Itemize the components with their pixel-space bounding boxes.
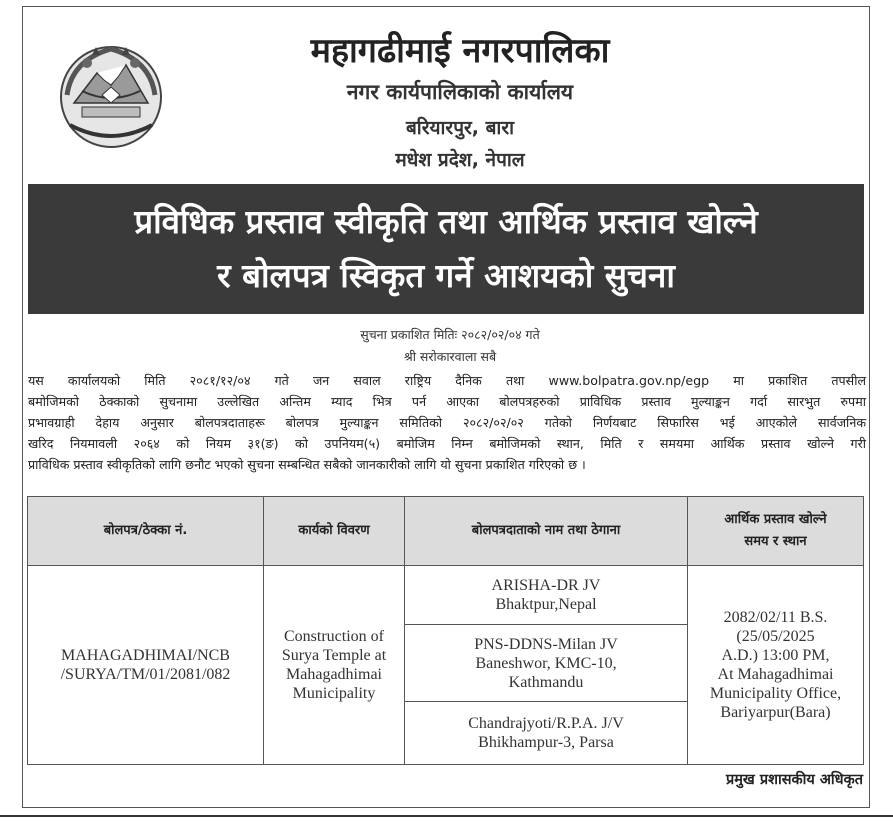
nepal-government-emblem-icon [52, 35, 170, 153]
opening-line: At Mahagadhimai [717, 666, 834, 683]
signatory-title: प्रमुख प्रशासकीय अधिकृत [726, 772, 863, 788]
notice-title-line-2: र बोलपत्र स्विकृत गर्ने आशयको सुचना [217, 256, 675, 295]
notice-body-line: यस कार्यालयको मिति २०८१/१२/०४ गते जन सवाल राष्ट्रिय दैनिक तथा www.bolpatra.gov.np/egp मा प्रकाशित तपसील [28, 373, 866, 388]
bidder-entry [405, 702, 687, 764]
header-opening-line-2: समय र स्थान [744, 534, 807, 549]
bidder-cell [405, 566, 688, 765]
bidder-address-2: Kathmandu [508, 673, 584, 691]
work-description-cell [264, 566, 405, 765]
address-line-2: मधेश प्रदेश, नेपाल [395, 149, 525, 171]
contract-no-line-1: MAHAGADHIMAI/NCB [61, 647, 230, 664]
opening-time-place-cell [688, 566, 864, 765]
contract-no-cell [28, 566, 264, 765]
contract-no-line-2: /SURYA/TM/01/2081/082 [60, 666, 231, 683]
work-line: Mahagadhimai [286, 666, 382, 683]
bidder-name: ARISHA-DR JV [491, 577, 601, 594]
notice-title-banner [28, 184, 864, 314]
table-row [28, 566, 864, 765]
salutation: श्री सरोकारवाला सबै [403, 349, 497, 364]
notice-body [28, 370, 866, 475]
bottom-divider [0, 815, 893, 817]
office-name: नगर कार्यपालिकाको कार्यालय [346, 80, 574, 104]
opening-line: (25/05/2025 [736, 628, 815, 645]
work-line: Municipality [292, 685, 376, 702]
bidder-name: Chandrajyoti/R.P.A. J/V [468, 715, 624, 732]
bid-table [27, 496, 864, 765]
bidder-entry [405, 566, 687, 625]
notice-body-line: बमोजिमको ठेक्काको सुचनामा उल्लेखित अन्तिम म्याद भित्र पर्न आएका बोलपत्रहरुको प्राविधिक प्रस्ताव मुल्याङ्कन गर्दा सारभुत रुपमा [28, 394, 866, 409]
header-bidder: बोलपत्रदाताको नाम तथा ठेगाना [405, 497, 688, 566]
opening-line: A.D.) 13:00 PM, [721, 647, 830, 664]
municipality-name: महागढीमाई नगरपालिका [310, 31, 610, 71]
work-line: Construction of [284, 628, 384, 645]
publication-date: सुचना प्रकाशित मितिः २०८२/०२/०४ गते [360, 327, 540, 342]
opening-line: Municipality Office, [709, 685, 842, 702]
notice-body-line: प्रभावग्राही देहाय अनुसार बोलपत्रदाताहरू बोलपत्र मुल्याङ्कन समितिको २०८२/०२/०२ गतेको निर्णयबाट सिफारिस भई आएकोले सार्वजनिक [28, 415, 866, 430]
notice-body-line: प्राविधिक प्रस्ताव स्वीकृतिको लागि छनौट भएको सुचना सम्बन्धित सबैको जानकारीको लागि यो सुचना प्रकाशित गरिएको छ । [28, 457, 586, 472]
header-work-description: कार्यको विवरण [264, 497, 405, 566]
notice-title-line-1: प्रविधिक प्रस्ताव स्वीकृति तथा आर्थिक प्रस्ताव खोल्ने [134, 202, 758, 241]
bidder-address: Baneshwor, KMC-10, [475, 654, 617, 672]
header-opening-line-1: आर्थिक प्रस्ताव खोल्ने [724, 512, 827, 527]
header-opening-time-place [688, 497, 864, 566]
bidder-entry [405, 625, 687, 702]
table-header-row [28, 497, 864, 566]
header-contract-no: बोलपत्र/ठेक्का नं. [28, 497, 264, 566]
address-line-1: बरियारपुर, बारा [405, 117, 515, 139]
notice-body-line: खरिद नियमावली २०६४ को नियम ३१(ङ) को उपनियम(५) बमोजिम निम्न बमोजिमको स्थान, मिति र समयमा आर्थिक प्रस्ताव खोल्ने गरी [28, 436, 866, 451]
opening-line: Bariyarpur(Bara) [720, 704, 831, 721]
opening-line: 2082/02/11 B.S. [723, 609, 828, 626]
bidder-address: Bhaktpur,Nepal [495, 596, 597, 613]
bidder-name: PNS-DDNS-Milan JV [474, 635, 618, 653]
bidder-address: Bhikhampur-3, Parsa [478, 734, 614, 751]
work-line: Surya Temple at [281, 647, 387, 664]
